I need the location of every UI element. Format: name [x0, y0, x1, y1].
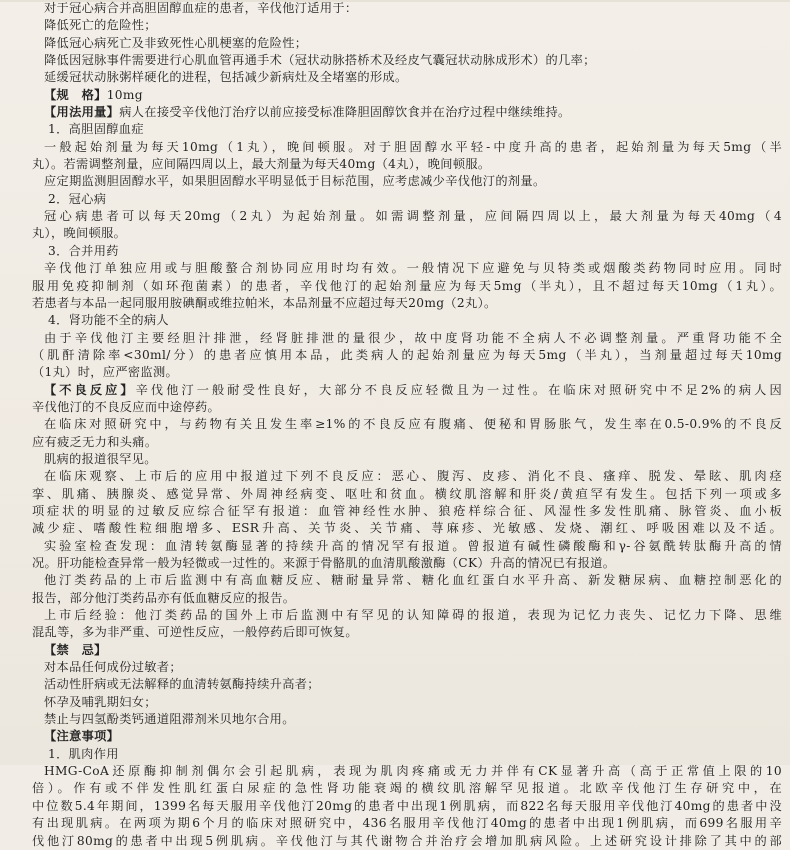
text-line: [32, 694, 782, 711]
text-line: [32, 364, 782, 381]
text-line: [32, 208, 782, 225]
text-line: [32, 590, 782, 607]
line-text: 实验室检查发现：血清转氨酶显著的持续升高的情况罕有报道。曾报道有碱性磷酸酶和γ-谷氨酰转肽酶升高的情: [44, 538, 782, 553]
line-text: 由于辛伐他汀主要经胆汁排泄，经肾脏排泄的量很少，故中度肾功能不全病人不必调整剂量。严重肾功能不全: [44, 330, 782, 345]
section-label: 【注意事项】: [44, 729, 120, 744]
text-line: [32, 763, 782, 780]
section-heading-line: [32, 642, 782, 659]
section-heading-line: [32, 87, 782, 104]
text-line: [32, 780, 782, 797]
line-text: 项症状的明显的过敏反应综合征罕有报道：血管神经性水肿、狼疮样综合征、风湿性多发性肌痛、脉管炎、血小板: [32, 503, 782, 518]
text-line: [32, 607, 782, 624]
line-text: （1丸）时，应严密监测。: [32, 365, 179, 380]
line-text: 病人在接受辛伐他汀治疗以前应接受标准降胆固醇饮食并在治疗过程中继续维持。: [119, 105, 571, 120]
section-heading-line: [32, 104, 782, 121]
text-line: [32, 624, 782, 641]
line-text: 混乱等，多为非严重、可逆性反应，一般停药后即可恢复。: [32, 625, 358, 640]
text-line: [32, 503, 782, 520]
line-text: 对本品任何成份过敏者；: [44, 660, 182, 675]
line-text: 4．肾功能不全的病人: [48, 313, 169, 328]
text-line: [32, 572, 782, 589]
line-text: 伐他汀80mg的患者中出现5例肌病。辛伐他汀与其代谢物合并治疗会增加肌病风险。上述研究设计排除了其中的部: [32, 833, 782, 848]
text-line: [32, 0, 782, 17]
text-line: [32, 833, 782, 850]
section-label: 【用法用量】: [44, 105, 120, 120]
line-text: 禁止与四氢酚类钙通道阻滞剂米贝地尔合用。: [44, 712, 295, 727]
text-line: [32, 121, 782, 138]
text-line: [32, 746, 782, 763]
text-line: [32, 35, 782, 52]
line-text: 中位数5.4年期间，1399名每天服用辛伐他汀20mg的患者中出现1例肌病，而822名每天服用辛伐他汀40mg的患者中没: [32, 798, 782, 813]
line-text: 延缓冠状动脉粥样硬化的进程，包括减少新病灶及全堵塞的形成。: [44, 70, 408, 85]
line-text: 怀孕及哺乳期妇女；: [44, 694, 157, 709]
text-line: [32, 52, 782, 69]
text-line: [32, 312, 782, 329]
text-line: [32, 555, 782, 572]
line-text: 有出现肌病。在两项为期6个月的临床对照研究中，436名服用辛伐他汀40mg的患者中出现1例肌病，而699名服用辛: [32, 816, 782, 831]
text-line: [32, 798, 782, 815]
line-text: 活动性肝病或无法解释的血清转氨酶持续升高者；: [44, 677, 320, 692]
text-line: [32, 69, 782, 86]
text-line: [32, 676, 782, 693]
line-text: 他汀类药品的上市后监测中有高血糖反应、糖耐量异常、糖化血红蛋白水平升高、新发糖尿病、血糖控制恶化的: [44, 573, 782, 588]
package-insert-text: [32, 0, 782, 850]
line-text: 倍）。作有或不伴发性肌红蛋白尿症的急性肾功能衰竭的横纹肌溶解罕见报道。北欧辛伐他汀生存研究中，在: [32, 781, 782, 796]
line-text: 2．冠心病: [48, 191, 107, 206]
line-text: 辛伐他汀一般耐受性良好，大部分不良反应轻微且为一过性。在临床对照研究中不足2%的病人因: [135, 382, 782, 397]
line-text: 降低死亡的危险性；: [44, 18, 157, 33]
text-line: [32, 156, 782, 173]
text-line: [32, 416, 782, 433]
text-line: [32, 260, 782, 277]
section-heading-line: [32, 728, 782, 745]
text-line: [32, 468, 782, 485]
line-text: 应有疲乏无力和头痛。: [32, 434, 158, 449]
line-text: 减少症、嗜酸性粒细胞增多、ESR升高、关节炎、关节痛、荨麻疹、光敏感、发烧、潮红、呼吸困难以及不适。: [32, 521, 782, 536]
text-line: [32, 434, 782, 451]
line-text: 服用免疫抑制剂（如环孢菌素）的患者，辛伐他汀的起始剂量应为每天5mg（半丸），且不超过每天10mg（1丸）。: [32, 278, 782, 293]
line-text: 应定期监测胆固醇水平，如果胆固醇水平明显低于目标范围，应考虑减少辛伐他汀的剂量。: [44, 174, 546, 189]
text-line: [32, 451, 782, 468]
line-text: （肌酐清除率<30ml/分）的患者应慎用本品，此类病人的起始剂量应为每天5mg（半丸），当剂量超过每天10mg: [32, 347, 782, 362]
line-text: 1．高胆固醇血症: [48, 122, 144, 137]
text-line: [32, 659, 782, 676]
line-text: 肌病的报道很罕见。: [44, 451, 157, 466]
line-text: 在临床对照研究中，与药物有关且发生率≥1%的不良反应有腹痛、便秘和胃肠胀气，发生率在0.5-0.9%的不良反: [44, 417, 782, 432]
text-line: [32, 486, 782, 503]
text-line: [32, 191, 782, 208]
text-line: [32, 295, 782, 312]
text-line: [32, 330, 782, 347]
text-line: [32, 711, 782, 728]
text-line: [32, 173, 782, 190]
line-text: 辛伐他汀的不良反应而中途停药。: [32, 399, 221, 414]
text-line: [32, 399, 782, 416]
line-text: 况。肝功能检查异常一般为轻微或一过性的。来源于骨骼肌的血清肌酸激酶（CK）升高的情况已有报道。: [32, 556, 616, 570]
line-text: 降低因冠脉事件需要进行心肌血管再通手术（冠状动脉搭桥术及经皮气囊冠状动脉成形术）的几率；: [44, 53, 596, 68]
line-text: 冠心病患者可以每天20mg（2丸）为起始剂量。如需调整剂量，应间隔四周以上，最大剂量为每天40mg（4: [44, 209, 782, 224]
section-label: 【不良反应】: [44, 382, 136, 397]
line-text: 上市后经验：他汀类药品的国外上市后监测中有罕见的认知障碍的报道，表现为记忆力丧失、记忆力下降、思维: [44, 608, 782, 623]
text-line: [32, 347, 782, 364]
section-label: 【禁 忌】: [44, 642, 107, 657]
line-text: 10mg: [106, 87, 143, 102]
line-text: 若患者与本品一起同服用胺碘酮或维拉帕米，本品剂量不应超过每天20mg（2丸）。: [32, 295, 497, 310]
line-text: 降低冠心病死亡及非致死性心肌梗塞的危险性；: [44, 35, 308, 50]
section-heading-line: [32, 382, 782, 399]
text-line: [32, 243, 782, 260]
line-text: 报告，部分他汀类药品亦有低血糖反应的报告。: [32, 590, 296, 605]
line-text: 3．合并用药: [48, 243, 119, 258]
line-text: HMG-CoA还原酶抑制剂偶尔会引起肌病，表现为肌肉疼痛或无力并伴有CK显著升高（高于正常值上限的10: [44, 764, 782, 779]
text-line: [32, 815, 782, 832]
line-text: 辛伐他汀单独应用或与胆酸螯合剂协同应用时均有效。一般情况下应避免与贝特类或烟酸类药物同时应用。同时: [44, 261, 782, 276]
line-text: 丸）。若需调整剂量，应间隔四周以上，最大剂量为每天40mg（4丸），晚间顿服。: [32, 157, 491, 172]
text-line: [32, 225, 782, 242]
text-line: [32, 520, 782, 537]
section-label: 【规 格】: [44, 87, 107, 102]
text-line: [32, 538, 782, 555]
line-text: 挛、肌痛、胰腺炎、感觉异常、外周神经病变、呕吐和贫血。横纹肌溶解和肝炎/黄疸罕有发生。包括下列一项或多: [32, 486, 782, 501]
text-line: [32, 278, 782, 295]
line-text: 丸），晚间顿服。: [32, 226, 127, 241]
line-text: 一般起始剂量为每天10mg（1丸），晚间顿服。对于胆固醇水平轻-中度升高的患者，起始剂量为每天5mg（半: [44, 139, 782, 154]
line-text: 对于冠心病合并高胆固醇血症的患者，辛伐他汀适用于：: [44, 1, 358, 15]
text-line: [32, 139, 782, 156]
line-text: 在临床观察、上市后的应用中报道过下列不良反应：恶心、腹泻、皮疹、消化不良、瘙痒、脱发、晕眩、肌肉痉: [44, 469, 782, 484]
text-line: [32, 17, 782, 34]
line-text: 1．肌肉作用: [48, 746, 119, 761]
